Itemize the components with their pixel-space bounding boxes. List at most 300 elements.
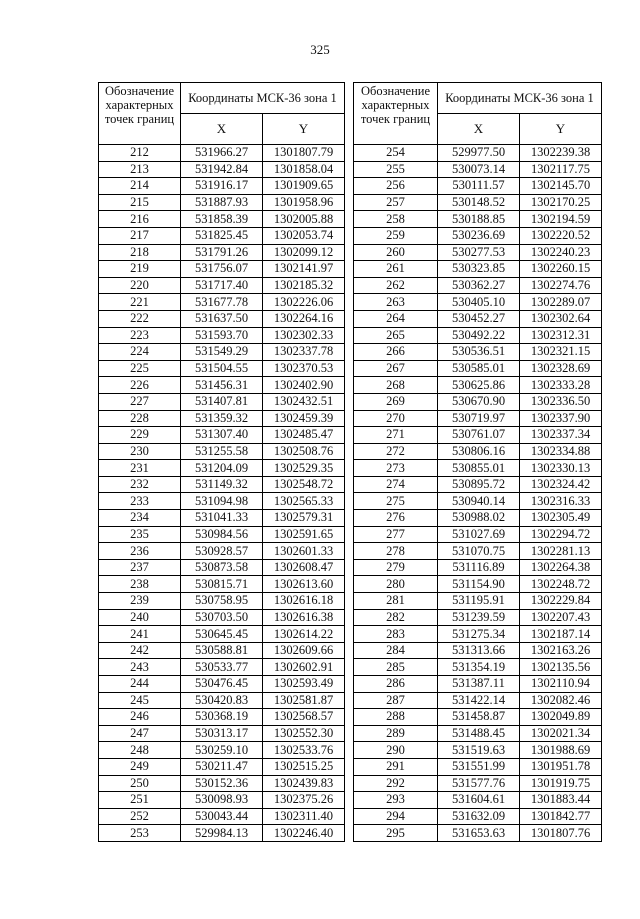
point-id-cell: 213	[99, 161, 181, 178]
x-coord-cell: 530988.02	[438, 510, 520, 527]
y-coord-cell: 1302337.90	[520, 410, 602, 427]
table-row	[354, 427, 602, 444]
y-coord-cell: 1302439.83	[263, 775, 345, 792]
y-coord-cell: 1302264.38	[520, 559, 602, 576]
point-id-cell: 269	[354, 393, 438, 410]
y-coord-cell: 1302402.90	[263, 377, 345, 394]
table-row	[354, 327, 602, 344]
table-row	[99, 808, 345, 825]
table-row	[99, 742, 345, 759]
point-id-cell: 249	[99, 758, 181, 775]
point-id-cell: 284	[354, 642, 438, 659]
coordinates-table-right	[353, 82, 602, 842]
table-row	[354, 443, 602, 460]
x-coord-cell: 530492.22	[438, 327, 520, 344]
table-row	[354, 642, 602, 659]
x-coord-cell: 531041.33	[181, 510, 263, 527]
x-coord-cell: 530323.85	[438, 261, 520, 278]
header-x: X	[438, 114, 520, 145]
x-coord-cell: 530211.47	[181, 758, 263, 775]
point-id-cell: 229	[99, 427, 181, 444]
point-id-cell: 276	[354, 510, 438, 527]
y-coord-cell: 1301919.75	[520, 775, 602, 792]
y-coord-cell: 1302602.91	[263, 659, 345, 676]
table-row	[354, 725, 602, 742]
table-row	[354, 261, 602, 278]
table-row	[354, 659, 602, 676]
y-coord-cell: 1302321.15	[520, 344, 602, 361]
x-coord-cell: 531204.09	[181, 460, 263, 477]
point-id-cell: 214	[99, 178, 181, 195]
table-row	[354, 227, 602, 244]
table-row	[354, 808, 602, 825]
table-row	[99, 277, 345, 294]
x-coord-cell: 530188.85	[438, 211, 520, 228]
table-row	[354, 510, 602, 527]
x-coord-cell: 531887.93	[181, 194, 263, 211]
x-coord-cell: 531519.63	[438, 742, 520, 759]
y-coord-cell: 1302552.30	[263, 725, 345, 742]
point-id-cell: 287	[354, 692, 438, 709]
y-coord-cell: 1302515.25	[263, 758, 345, 775]
y-coord-cell: 1302533.76	[263, 742, 345, 759]
table-row	[99, 593, 345, 610]
y-coord-cell: 1302099.12	[263, 244, 345, 261]
table-row	[99, 427, 345, 444]
x-coord-cell: 530588.81	[181, 642, 263, 659]
y-coord-cell: 1302187.14	[520, 626, 602, 643]
point-id-cell: 224	[99, 344, 181, 361]
point-id-cell: 295	[354, 825, 438, 842]
y-coord-cell: 1302163.26	[520, 642, 602, 659]
table-row	[99, 692, 345, 709]
table-row	[99, 825, 345, 842]
header-y: Y	[520, 114, 602, 145]
point-id-cell: 278	[354, 543, 438, 560]
y-coord-cell: 1302581.87	[263, 692, 345, 709]
x-coord-cell: 531942.84	[181, 161, 263, 178]
point-id-cell: 241	[99, 626, 181, 643]
y-coord-cell: 1302194.59	[520, 211, 602, 228]
point-id-cell: 289	[354, 725, 438, 742]
point-id-cell: 282	[354, 609, 438, 626]
y-coord-cell: 1302302.33	[263, 327, 345, 344]
y-coord-cell: 1302337.34	[520, 427, 602, 444]
table-row	[354, 410, 602, 427]
coordinates-tables	[98, 82, 602, 842]
y-coord-cell: 1302274.76	[520, 277, 602, 294]
table-row	[99, 410, 345, 427]
point-id-cell: 259	[354, 227, 438, 244]
y-coord-cell: 1301909.65	[263, 178, 345, 195]
header-coord-label: Координаты МСК-36 зона 1	[438, 83, 602, 114]
point-id-cell: 258	[354, 211, 438, 228]
point-id-cell: 230	[99, 443, 181, 460]
point-id-cell: 286	[354, 676, 438, 693]
y-coord-cell: 1302264.16	[263, 310, 345, 327]
table-row	[354, 360, 602, 377]
x-coord-cell: 530259.10	[181, 742, 263, 759]
y-coord-cell: 1302593.49	[263, 676, 345, 693]
x-coord-cell: 531825.45	[181, 227, 263, 244]
y-coord-cell: 1302508.76	[263, 443, 345, 460]
x-coord-cell: 530098.93	[181, 792, 263, 809]
y-coord-cell: 1302239.38	[520, 145, 602, 162]
y-coord-cell: 1302289.07	[520, 294, 602, 311]
table-row	[354, 626, 602, 643]
x-coord-cell: 531632.09	[438, 808, 520, 825]
y-coord-cell: 1302240.23	[520, 244, 602, 261]
y-coord-cell: 1302334.88	[520, 443, 602, 460]
x-coord-cell: 530452.27	[438, 310, 520, 327]
point-id-cell: 256	[354, 178, 438, 195]
y-coord-cell: 1302337.78	[263, 344, 345, 361]
x-coord-cell: 530536.51	[438, 344, 520, 361]
table-row	[99, 725, 345, 742]
point-id-cell: 281	[354, 593, 438, 610]
header-point-label: Обозначение характерных точек границ	[354, 83, 438, 145]
point-id-cell: 237	[99, 559, 181, 576]
point-id-cell: 216	[99, 211, 181, 228]
table-row	[354, 543, 602, 560]
point-id-cell: 218	[99, 244, 181, 261]
table-row	[99, 294, 345, 311]
point-id-cell: 225	[99, 360, 181, 377]
y-coord-cell: 1302220.52	[520, 227, 602, 244]
y-coord-cell: 1302529.35	[263, 460, 345, 477]
y-coord-cell: 1302375.26	[263, 792, 345, 809]
y-coord-cell: 1301858.04	[263, 161, 345, 178]
point-id-cell: 252	[99, 808, 181, 825]
x-coord-cell: 531756.07	[181, 261, 263, 278]
x-coord-cell: 530984.56	[181, 526, 263, 543]
table-body-left	[99, 145, 345, 842]
y-coord-cell: 1302616.18	[263, 593, 345, 610]
x-coord-cell: 530625.86	[438, 377, 520, 394]
y-coord-cell: 1302432.51	[263, 393, 345, 410]
header-point-label: Обозначение характерных точек границ	[99, 83, 181, 145]
y-coord-cell: 1302328.69	[520, 360, 602, 377]
x-coord-cell: 530719.97	[438, 410, 520, 427]
point-id-cell: 292	[354, 775, 438, 792]
point-id-cell: 264	[354, 310, 438, 327]
y-coord-cell: 1302110.94	[520, 676, 602, 693]
table-row	[99, 609, 345, 626]
x-coord-cell: 530405.10	[438, 294, 520, 311]
y-coord-cell: 1301807.79	[263, 145, 345, 162]
y-coord-cell: 1301807.76	[520, 825, 602, 842]
x-coord-cell: 530928.57	[181, 543, 263, 560]
point-id-cell: 291	[354, 758, 438, 775]
table-row	[99, 559, 345, 576]
point-id-cell: 245	[99, 692, 181, 709]
point-id-cell: 228	[99, 410, 181, 427]
table-row	[354, 178, 602, 195]
table-row	[99, 261, 345, 278]
table-row	[354, 709, 602, 726]
table-row	[99, 709, 345, 726]
point-id-cell: 274	[354, 476, 438, 493]
y-coord-cell: 1302305.49	[520, 510, 602, 527]
point-id-cell: 254	[354, 145, 438, 162]
y-coord-cell: 1302330.13	[520, 460, 602, 477]
x-coord-cell: 531653.63	[438, 825, 520, 842]
table-row	[354, 344, 602, 361]
y-coord-cell: 1302333.28	[520, 377, 602, 394]
point-id-cell: 242	[99, 642, 181, 659]
table-row	[354, 775, 602, 792]
x-coord-cell: 529984.13	[181, 825, 263, 842]
table-row	[99, 626, 345, 643]
table-row	[354, 676, 602, 693]
y-coord-cell: 1302591.65	[263, 526, 345, 543]
x-coord-cell: 530895.72	[438, 476, 520, 493]
table-row	[99, 194, 345, 211]
table-row	[99, 775, 345, 792]
table-row	[99, 377, 345, 394]
point-id-cell: 275	[354, 493, 438, 510]
x-coord-cell: 530152.36	[181, 775, 263, 792]
x-coord-cell: 531604.61	[438, 792, 520, 809]
y-coord-cell: 1302117.75	[520, 161, 602, 178]
y-coord-cell: 1302312.31	[520, 327, 602, 344]
point-id-cell: 234	[99, 510, 181, 527]
y-coord-cell: 1302614.22	[263, 626, 345, 643]
table-row	[99, 493, 345, 510]
x-coord-cell: 531094.98	[181, 493, 263, 510]
x-coord-cell: 530533.77	[181, 659, 263, 676]
x-coord-cell: 530758.95	[181, 593, 263, 610]
point-id-cell: 243	[99, 659, 181, 676]
y-coord-cell: 1302229.84	[520, 593, 602, 610]
point-id-cell: 262	[354, 277, 438, 294]
y-coord-cell: 1302609.66	[263, 642, 345, 659]
y-coord-cell: 1301951.78	[520, 758, 602, 775]
header-y: Y	[263, 114, 345, 145]
table-row	[99, 310, 345, 327]
point-id-cell: 260	[354, 244, 438, 261]
x-coord-cell: 530111.57	[438, 178, 520, 195]
table-row	[99, 543, 345, 560]
x-coord-cell: 530670.90	[438, 393, 520, 410]
y-coord-cell: 1302336.50	[520, 393, 602, 410]
point-id-cell: 250	[99, 775, 181, 792]
point-id-cell: 239	[99, 593, 181, 610]
y-coord-cell: 1302568.57	[263, 709, 345, 726]
x-coord-cell: 530873.58	[181, 559, 263, 576]
x-coord-cell: 530420.83	[181, 692, 263, 709]
table-row	[354, 692, 602, 709]
x-coord-cell: 530645.45	[181, 626, 263, 643]
x-coord-cell: 530277.53	[438, 244, 520, 261]
y-coord-cell: 1302170.25	[520, 194, 602, 211]
table-body-right	[354, 145, 602, 842]
point-id-cell: 246	[99, 709, 181, 726]
table-row	[99, 161, 345, 178]
point-id-cell: 240	[99, 609, 181, 626]
x-coord-cell: 531407.81	[181, 393, 263, 410]
point-id-cell: 226	[99, 377, 181, 394]
table-row	[354, 526, 602, 543]
table-row	[99, 792, 345, 809]
table-row	[354, 211, 602, 228]
y-coord-cell: 1302135.56	[520, 659, 602, 676]
point-id-cell: 273	[354, 460, 438, 477]
x-coord-cell: 530476.45	[181, 676, 263, 693]
table-row	[99, 178, 345, 195]
point-id-cell: 267	[354, 360, 438, 377]
x-coord-cell: 531354.19	[438, 659, 520, 676]
point-id-cell: 233	[99, 493, 181, 510]
x-coord-cell: 530148.52	[438, 194, 520, 211]
y-coord-cell: 1302370.53	[263, 360, 345, 377]
table-row	[99, 676, 345, 693]
y-coord-cell: 1301883.44	[520, 792, 602, 809]
x-coord-cell: 530761.07	[438, 427, 520, 444]
header-x: X	[181, 114, 263, 145]
table-row	[99, 360, 345, 377]
x-coord-cell: 530073.14	[438, 161, 520, 178]
table-row	[99, 443, 345, 460]
point-id-cell: 277	[354, 526, 438, 543]
y-coord-cell: 1302246.40	[263, 825, 345, 842]
y-coord-cell: 1302145.70	[520, 178, 602, 195]
point-id-cell: 215	[99, 194, 181, 211]
y-coord-cell: 1301988.69	[520, 742, 602, 759]
point-id-cell: 261	[354, 261, 438, 278]
x-coord-cell: 531149.32	[181, 476, 263, 493]
y-coord-cell: 1302548.72	[263, 476, 345, 493]
table-row	[99, 227, 345, 244]
table-row	[99, 344, 345, 361]
point-id-cell: 293	[354, 792, 438, 809]
x-coord-cell: 531239.59	[438, 609, 520, 626]
y-coord-cell: 1302616.38	[263, 609, 345, 626]
point-id-cell: 238	[99, 576, 181, 593]
x-coord-cell: 531359.32	[181, 410, 263, 427]
table-row	[354, 792, 602, 809]
x-coord-cell: 530940.14	[438, 493, 520, 510]
x-coord-cell: 531458.87	[438, 709, 520, 726]
point-id-cell: 232	[99, 476, 181, 493]
point-id-cell: 244	[99, 676, 181, 693]
point-id-cell: 265	[354, 327, 438, 344]
point-id-cell: 283	[354, 626, 438, 643]
point-id-cell: 251	[99, 792, 181, 809]
x-coord-cell: 531577.76	[438, 775, 520, 792]
table-row	[99, 393, 345, 410]
table-row	[354, 493, 602, 510]
table-row	[99, 642, 345, 659]
header-coord-label: Координаты МСК-36 зона 1	[181, 83, 345, 114]
x-coord-cell: 531488.45	[438, 725, 520, 742]
x-coord-cell: 530313.17	[181, 725, 263, 742]
table-row	[99, 327, 345, 344]
table-row	[354, 294, 602, 311]
y-coord-cell: 1302565.33	[263, 493, 345, 510]
x-coord-cell: 530806.16	[438, 443, 520, 460]
y-coord-cell: 1301958.96	[263, 194, 345, 211]
x-coord-cell: 530236.69	[438, 227, 520, 244]
table-row	[354, 460, 602, 477]
x-coord-cell: 531275.34	[438, 626, 520, 643]
point-id-cell: 290	[354, 742, 438, 759]
point-id-cell: 285	[354, 659, 438, 676]
point-id-cell: 221	[99, 294, 181, 311]
table-row	[354, 145, 602, 162]
x-coord-cell: 531791.26	[181, 244, 263, 261]
point-id-cell: 279	[354, 559, 438, 576]
point-id-cell: 253	[99, 825, 181, 842]
x-coord-cell: 531422.14	[438, 692, 520, 709]
y-coord-cell: 1302053.74	[263, 227, 345, 244]
y-coord-cell: 1302608.47	[263, 559, 345, 576]
point-id-cell: 294	[354, 808, 438, 825]
y-coord-cell: 1302248.72	[520, 576, 602, 593]
table-row	[99, 659, 345, 676]
x-coord-cell: 530855.01	[438, 460, 520, 477]
y-coord-cell: 1302207.43	[520, 609, 602, 626]
table-row	[354, 393, 602, 410]
table-row	[354, 194, 602, 211]
table-row	[99, 145, 345, 162]
x-coord-cell: 531070.75	[438, 543, 520, 560]
y-coord-cell: 1302049.89	[520, 709, 602, 726]
table-row	[354, 825, 602, 842]
point-id-cell: 257	[354, 194, 438, 211]
point-id-cell: 247	[99, 725, 181, 742]
x-coord-cell: 531255.58	[181, 443, 263, 460]
point-id-cell: 227	[99, 393, 181, 410]
point-id-cell: 220	[99, 277, 181, 294]
y-coord-cell: 1302294.72	[520, 526, 602, 543]
point-id-cell: 236	[99, 543, 181, 560]
point-id-cell: 266	[354, 344, 438, 361]
y-coord-cell: 1302260.15	[520, 261, 602, 278]
x-coord-cell: 531116.89	[438, 559, 520, 576]
x-coord-cell: 531637.50	[181, 310, 263, 327]
y-coord-cell: 1302613.60	[263, 576, 345, 593]
table-row	[99, 526, 345, 543]
x-coord-cell: 531916.17	[181, 178, 263, 195]
point-id-cell: 223	[99, 327, 181, 344]
x-coord-cell: 531027.69	[438, 526, 520, 543]
y-coord-cell: 1302226.06	[263, 294, 345, 311]
x-coord-cell: 531154.90	[438, 576, 520, 593]
y-coord-cell: 1302005.88	[263, 211, 345, 228]
table-row	[354, 476, 602, 493]
x-coord-cell: 530362.27	[438, 277, 520, 294]
table-row	[354, 576, 602, 593]
point-id-cell: 248	[99, 742, 181, 759]
x-coord-cell: 530368.19	[181, 709, 263, 726]
point-id-cell: 219	[99, 261, 181, 278]
x-coord-cell: 530815.71	[181, 576, 263, 593]
point-id-cell: 255	[354, 161, 438, 178]
table-row	[99, 460, 345, 477]
point-id-cell: 270	[354, 410, 438, 427]
table-row	[354, 244, 602, 261]
table-row	[354, 277, 602, 294]
coordinates-table-left	[98, 82, 345, 842]
x-coord-cell: 530043.44	[181, 808, 263, 825]
x-coord-cell: 531677.78	[181, 294, 263, 311]
point-id-cell: 263	[354, 294, 438, 311]
x-coord-cell: 531195.91	[438, 593, 520, 610]
point-id-cell: 280	[354, 576, 438, 593]
y-coord-cell: 1302082.46	[520, 692, 602, 709]
x-coord-cell: 531858.39	[181, 211, 263, 228]
